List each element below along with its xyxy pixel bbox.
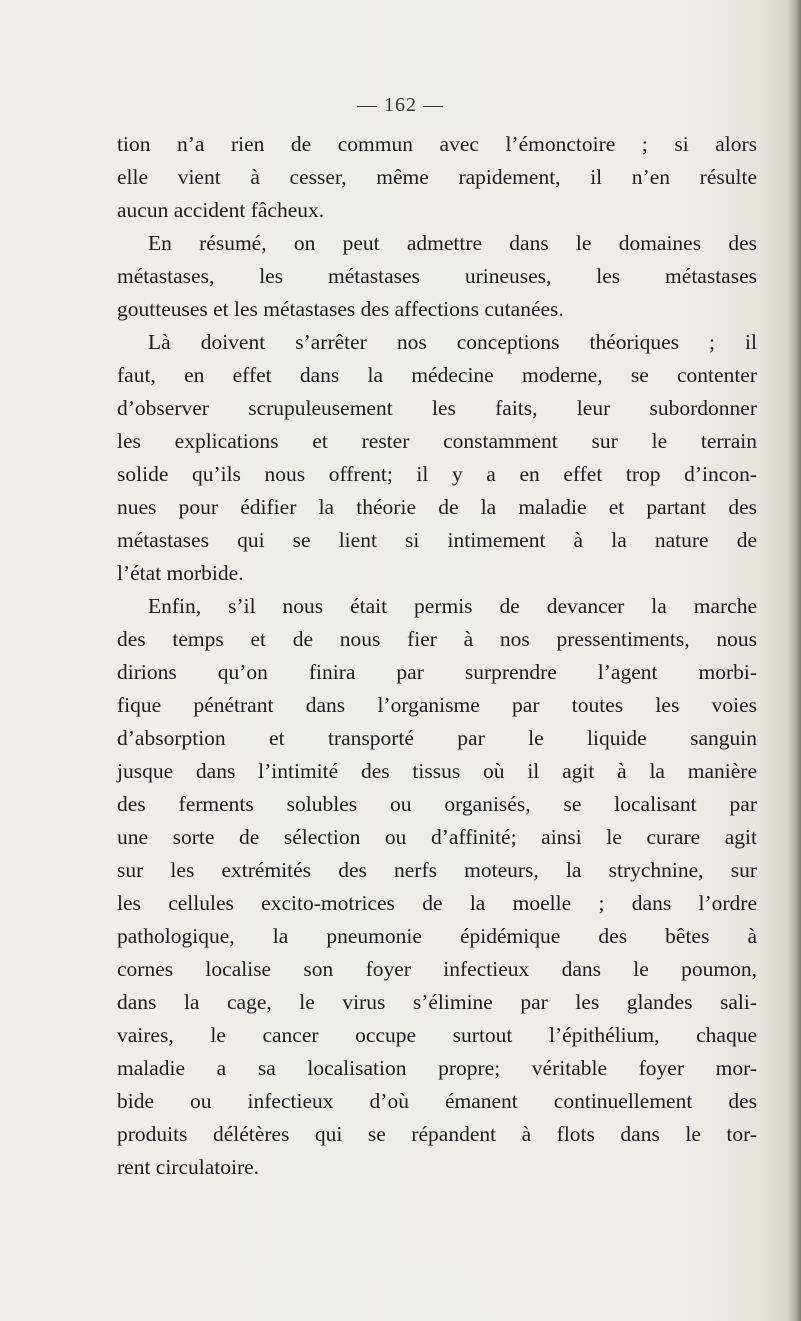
text-line: les explications et rester constamment sur le terrain [117, 429, 757, 453]
text-line: elle vient à cesser, même rapidement, il n’en résulte [117, 165, 757, 189]
text-line: pathologique, la pneumonie épidémique des bêtes à [117, 924, 757, 948]
text-line: bide ou infectieux d’où émanent continuellement des [117, 1089, 757, 1113]
text-line: solide qu’ils nous offrent; il y a en effet trop d’incon- [117, 462, 757, 486]
text-line: des temps et de nous fier à nos pressentiments, nous [117, 627, 757, 651]
body-text [117, 128, 757, 1184]
text-line: d’absorption et transporté par le liquide sanguin [117, 726, 757, 750]
text-line: dans la cage, le virus s’élimine par les glandes sali- [117, 990, 757, 1014]
text-line: sur les extrémités des nerfs moteurs, la strychnine, sur [117, 858, 757, 882]
text-line: cornes localise son foyer infectieux dans le poumon, [117, 957, 757, 981]
text-line: jusque dans l’intimité des tissus où il agit à la manière [117, 759, 757, 783]
text-line: nues pour édifier la théorie de la maladie et partant des [117, 495, 757, 519]
text-line: aucun accident fâcheux. [117, 198, 325, 222]
text-line: faut, en effet dans la médecine moderne, se contenter [117, 363, 757, 387]
text-line: maladie a sa localisation propre; véritable foyer mor- [117, 1056, 757, 1080]
text-line: dirions qu’on finira par surprendre l’agent morbi- [117, 660, 757, 684]
text-line: produits délétères qui se répandent à flots dans le tor- [117, 1122, 757, 1146]
text-line: goutteuses et les métastases des affections cutanées. [117, 297, 564, 321]
text-line: tion n’a rien de commun avec l’émonctoire ; si alors [117, 132, 757, 156]
text-line: Enfin, s’il nous était permis de devancer la marche [148, 594, 757, 618]
text-line: l’état morbide. [117, 561, 244, 585]
text-line: Là doivent s’arrêter nos conceptions théoriques ; il [148, 330, 757, 354]
text-line: vaires, le cancer occupe surtout l’épithélium, chaque [117, 1023, 757, 1047]
page-number: — 162 — [357, 94, 444, 116]
text-line: métastases, les métastases urineuses, les métastases [117, 264, 757, 288]
text-line: des ferments solubles ou organisés, se localisant par [117, 792, 757, 816]
text-line: rent circulatoire. [117, 1155, 260, 1179]
text-line: En résumé, on peut admettre dans le domaines des [148, 231, 757, 255]
page-edge-shadow [787, 0, 801, 1321]
text-line: fique pénétrant dans l’organisme par toutes les voies [117, 693, 757, 717]
text-line: d’observer scrupuleusement les faits, leur subordonner [117, 396, 757, 420]
text-line: les cellules excito-motrices de la moelle ; dans l’ordre [117, 891, 757, 915]
text-line: une sorte de sélection ou d’affinité; ainsi le curare agit [117, 825, 757, 849]
text-line: métastases qui se lient si intimement à la nature de [117, 528, 757, 552]
